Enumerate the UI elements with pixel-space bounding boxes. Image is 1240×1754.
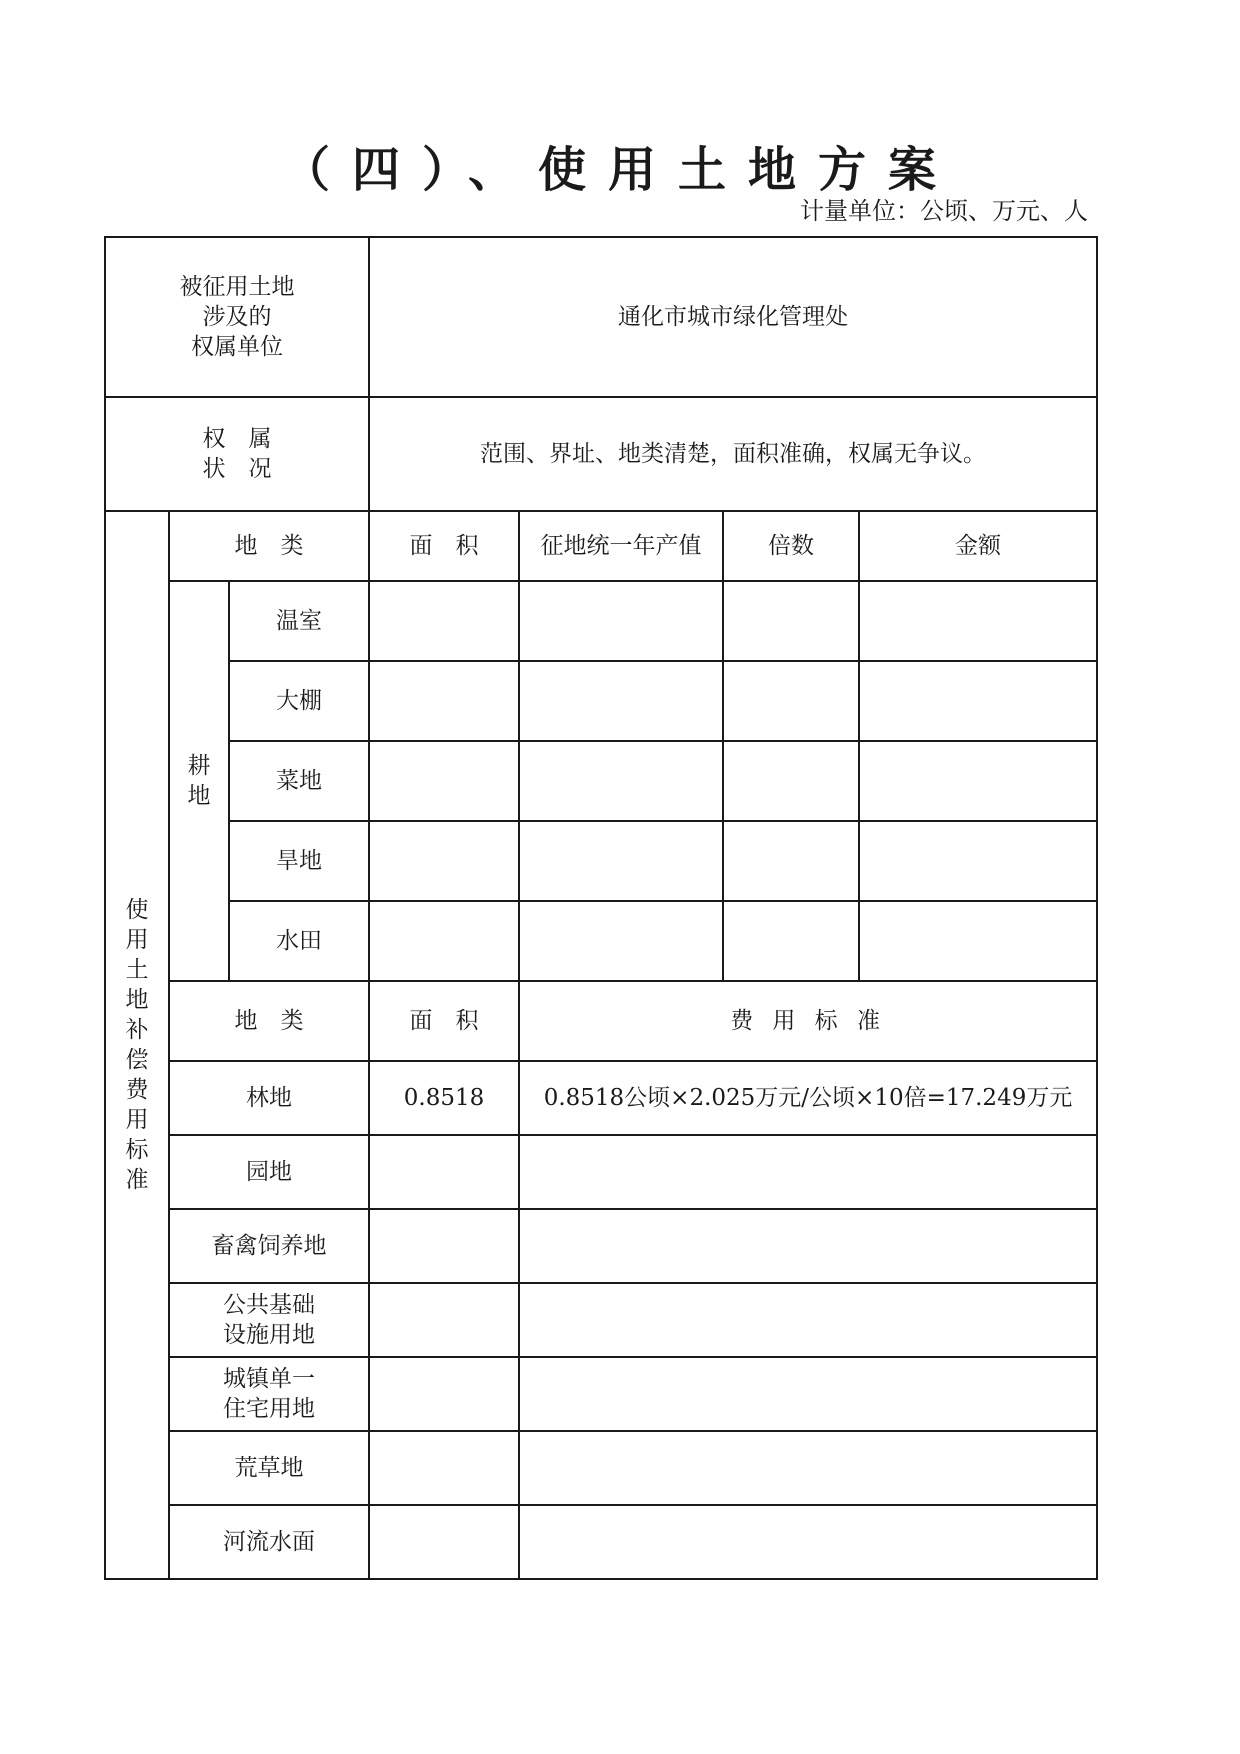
row-category xyxy=(169,1505,369,1579)
header-land-category: 地 类 xyxy=(169,511,369,581)
cell-annual-output xyxy=(519,901,723,981)
header-area: 面 积 xyxy=(369,981,519,1061)
cell-multiplier xyxy=(723,821,859,901)
side-char: 偿 xyxy=(125,1047,149,1073)
cell-area xyxy=(369,581,519,661)
label-line: 权 属 xyxy=(202,426,272,452)
side-char: 准 xyxy=(125,1167,149,1193)
category-line: 设施用地 xyxy=(223,1322,316,1348)
other-land-header-row xyxy=(105,981,1097,1061)
ownership-status-row xyxy=(105,397,1097,511)
table-row xyxy=(105,661,1097,741)
row-category: 菜地 xyxy=(229,741,369,821)
cell-annual-output xyxy=(519,821,723,901)
category-line: 河流水面 xyxy=(223,1529,316,1555)
cell-area xyxy=(369,1431,519,1505)
table-row xyxy=(105,1283,1097,1357)
cell-amount xyxy=(859,741,1097,821)
row-category xyxy=(169,1357,369,1431)
cell-fee-standard xyxy=(519,1283,1097,1357)
category-line: 公共基础 xyxy=(223,1292,316,1318)
cell-area xyxy=(369,1135,519,1209)
table-row xyxy=(105,581,1097,661)
category-line: 林地 xyxy=(246,1085,293,1111)
category-line: 荒草地 xyxy=(234,1455,304,1481)
table-row xyxy=(105,741,1097,821)
row-category xyxy=(169,1283,369,1357)
cell-area xyxy=(369,661,519,741)
cell-area xyxy=(369,741,519,821)
cell-area xyxy=(369,821,519,901)
header-land-category: 地 类 xyxy=(169,981,369,1061)
compensation-standard-side-label xyxy=(105,511,169,1579)
side-char: 耕 xyxy=(187,753,211,779)
cultivated-header-row xyxy=(105,511,1097,581)
cell-area xyxy=(369,901,519,981)
cell-annual-output xyxy=(519,741,723,821)
cell-amount xyxy=(859,581,1097,661)
label-line: 权属单位 xyxy=(191,334,284,360)
ownership-status-label xyxy=(105,397,369,511)
cell-fee-standard: 0.8518公顷×2.025万元/公顷×10倍=17.249万元 xyxy=(519,1061,1097,1135)
cell-amount xyxy=(859,821,1097,901)
cell-multiplier xyxy=(723,661,859,741)
cell-amount xyxy=(859,661,1097,741)
label-line: 被征用土地 xyxy=(179,274,295,300)
header-multiplier: 倍数 xyxy=(723,511,859,581)
cell-multiplier xyxy=(723,741,859,821)
table-row xyxy=(105,821,1097,901)
land-use-plan-table xyxy=(104,236,1098,1580)
label-line: 涉及的 xyxy=(202,304,272,330)
ownership-unit-value: 通化市城市绿化管理处 xyxy=(369,237,1097,397)
table-row xyxy=(105,1505,1097,1579)
cell-fee-standard xyxy=(519,1357,1097,1431)
cell-fee-standard xyxy=(519,1505,1097,1579)
header-area: 面 积 xyxy=(369,511,519,581)
side-char: 补 xyxy=(125,1017,149,1043)
label-line: 状 况 xyxy=(202,456,272,482)
row-category xyxy=(169,1209,369,1283)
cell-multiplier xyxy=(723,581,859,661)
side-char: 地 xyxy=(187,783,211,809)
category-line: 城镇单一 xyxy=(223,1366,316,1392)
table-row xyxy=(105,1135,1097,1209)
category-line: 园地 xyxy=(246,1159,293,1185)
row-category xyxy=(169,1135,369,1209)
cultivated-land-label xyxy=(169,581,229,981)
cell-annual-output xyxy=(519,661,723,741)
cell-annual-output xyxy=(519,581,723,661)
cell-area xyxy=(369,1209,519,1283)
cell-area xyxy=(369,1283,519,1357)
page-title: （四）、使用土地方案 xyxy=(281,142,958,198)
side-char: 地 xyxy=(125,987,149,1013)
cell-area xyxy=(369,1505,519,1579)
side-char: 用 xyxy=(125,1107,149,1133)
table-row xyxy=(105,1357,1097,1431)
unit-note: 计量单位：公顷、万元、人 xyxy=(800,197,1088,225)
row-category: 大棚 xyxy=(229,661,369,741)
side-char: 土 xyxy=(125,957,149,983)
header-amount: 金额 xyxy=(859,511,1097,581)
table-row xyxy=(105,1061,1097,1135)
cell-area: 0.8518 xyxy=(369,1061,519,1135)
table-row xyxy=(105,901,1097,981)
table-row xyxy=(105,1431,1097,1505)
row-category: 水田 xyxy=(229,901,369,981)
header-annual-output: 征地统一年产值 xyxy=(519,511,723,581)
cell-fee-standard xyxy=(519,1431,1097,1505)
cell-multiplier xyxy=(723,901,859,981)
row-category: 温室 xyxy=(229,581,369,661)
ownership-unit-row xyxy=(105,237,1097,397)
row-category: 旱地 xyxy=(229,821,369,901)
header-fee-standard: 费 用 标 准 xyxy=(519,981,1097,1061)
row-category xyxy=(169,1061,369,1135)
ownership-status-value: 范围、界址、地类清楚，面积准确，权属无争议。 xyxy=(369,397,1097,511)
table-row xyxy=(105,1209,1097,1283)
side-char: 费 xyxy=(125,1077,149,1103)
cell-amount xyxy=(859,901,1097,981)
row-category xyxy=(169,1431,369,1505)
side-char: 标 xyxy=(125,1137,149,1163)
category-line: 畜禽饲养地 xyxy=(211,1233,327,1259)
side-char: 用 xyxy=(125,927,149,953)
cell-fee-standard xyxy=(519,1209,1097,1283)
cell-area xyxy=(369,1357,519,1431)
ownership-unit-label xyxy=(105,237,369,397)
cell-fee-standard xyxy=(519,1135,1097,1209)
category-line: 住宅用地 xyxy=(223,1396,316,1422)
side-char: 使 xyxy=(125,897,149,923)
